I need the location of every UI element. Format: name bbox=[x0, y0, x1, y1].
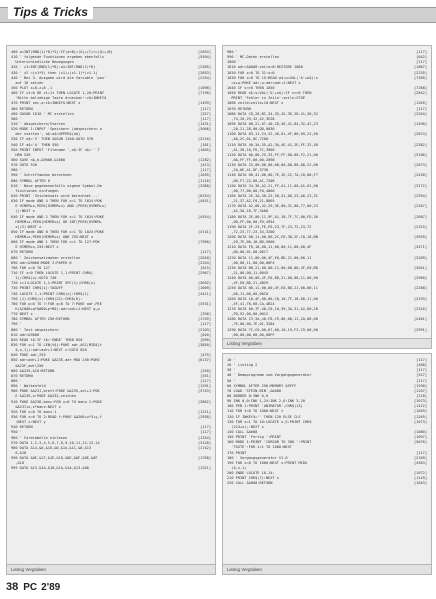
code-text: 490 GOSUB 1010 ' MC erstellen bbox=[11, 111, 74, 116]
checksum: [1073] bbox=[414, 419, 427, 424]
checksum: [2673] bbox=[414, 163, 427, 168]
checksum: [2268] bbox=[414, 286, 427, 291]
code-text: PRINT 'Fehler in Zeile':zeile:STOP bbox=[227, 96, 305, 101]
code-text: 1140 DATA 80,41,00,00,7E,1E,22,7A,C0,00,F7 bbox=[227, 173, 318, 178]
code-text: 90 INK 0,0:INK 1,24:INK 2,6:INK 3,20 bbox=[227, 399, 305, 404]
checksum: [181] bbox=[200, 142, 211, 147]
code-text: 990 ' MC-Daten erstellen bbox=[227, 55, 279, 60]
checksum: [1493] bbox=[198, 101, 211, 106]
checksum: [327] bbox=[200, 111, 211, 116]
checksum: [5076] bbox=[414, 440, 427, 445]
code-text: E HIMEM+x,PEEK(HIMEM+x) AND (PEEK(HIMEM+x) bbox=[11, 204, 107, 209]
checksum: [2216] bbox=[198, 137, 211, 142]
code-text: 610 ' Neue gegebenenfalls eigene Symbol-De bbox=[11, 183, 102, 188]
checksum: [4451] bbox=[198, 199, 211, 204]
code-text: 190 FOR x=0 TO 1000:NEXT x:PRINT MID$ bbox=[227, 460, 308, 465]
checksum: [527] bbox=[416, 373, 427, 378]
code-text: 1070 RETURN bbox=[227, 106, 251, 111]
checksum: [4554] bbox=[198, 214, 211, 219]
code-text: 1060 zeile=zeile+10:NEXT x bbox=[227, 101, 284, 106]
code-text: (224+x);:NEXT x bbox=[227, 424, 264, 429]
code-text: 110 FOR t=0 TO 1000:NEXT t bbox=[227, 409, 284, 414]
code-line bbox=[227, 481, 427, 486]
code-text: 520 MODE 1:INPUT 'Speichern (abspeichern o bbox=[11, 127, 102, 132]
checksum: [117] bbox=[200, 116, 211, 121]
code-text: 830 FOR x=1 TO LEN(t$):POKE adr,ASC(MID$(t bbox=[11, 343, 102, 348]
checksum: [1116] bbox=[198, 178, 211, 183]
checksum: [7900] bbox=[198, 240, 211, 245]
checksum: [2461] bbox=[414, 317, 427, 322]
magazine-name: PC bbox=[23, 582, 38, 593]
code-text: 620 PRINT 'Zeichensatz wird berechnet...' bbox=[11, 193, 100, 198]
code-text: x)/2):NEXT x bbox=[11, 224, 42, 229]
checksum: [2382] bbox=[414, 142, 427, 147]
checksum: [2430] bbox=[414, 173, 427, 178]
checksum: [1282] bbox=[198, 157, 211, 162]
code-text: 1030 FOR x=0 TO 15:READ w$:w=VAL('&'+w$):s bbox=[227, 75, 318, 80]
code-text: 220 CALL &A000:RETURN bbox=[227, 481, 273, 486]
checksum: [2653] bbox=[198, 70, 211, 75]
listing-label-left: Listing Vergraben bbox=[7, 564, 215, 574]
code-text: 820 READ t$:IF t$='ENDE' THEN 820 bbox=[11, 337, 83, 342]
code-text: 400 a=INT(RND(1)*8)*2):IF(a<B)=(A)+(C)<=(A)+(B) bbox=[11, 50, 113, 54]
code-text: 480 RETURN bbox=[11, 106, 33, 111]
code-text: 1110 DATA 40,3A,35,A2,3A,4E,41,2E,FF,32,58 bbox=[227, 142, 318, 147]
code-text: 920 FOR x=0 TO banz-1 bbox=[11, 409, 57, 414]
code-text: 1000 ' bbox=[227, 60, 240, 65]
checksum: [1043] bbox=[414, 481, 427, 486]
checksum: [1073] bbox=[414, 399, 427, 404]
checksum: [117] bbox=[416, 450, 427, 455]
checksum: [2109] bbox=[414, 455, 427, 460]
checksum: [117] bbox=[416, 106, 427, 111]
checksum: [3939] bbox=[414, 235, 427, 240]
code-text: 200 ENDE LOCATE 10,14: bbox=[227, 471, 275, 476]
code-text: ,21,37,A2,F0,21,8865 bbox=[227, 199, 275, 204]
code-block-right-bottom bbox=[227, 358, 427, 487]
checksum: [3743] bbox=[198, 389, 211, 394]
checksum: [117] bbox=[200, 106, 211, 111]
code-text: 930 FOR x=0 TO 2:READ f:POKE &A260+x*3+y,f bbox=[11, 414, 102, 419]
code-text: 1);CHR$(x):GOTO 740 bbox=[11, 276, 57, 281]
code-text: 1170 DATA A2,00,42,29,3E,00,3C,00,77,00,23 bbox=[227, 204, 318, 209]
code-text: 1280 DATA C3,3A,40,F8,C9,06,08,11,2A,00,00 bbox=[227, 317, 318, 322]
code-text: finitionen einfuegen bbox=[11, 188, 59, 193]
code-text: &A23F,adr\256 bbox=[11, 363, 44, 368]
checksum: [2394] bbox=[414, 193, 427, 198]
code-text: 570 GOTO 520 bbox=[11, 163, 37, 168]
checksum: [2018] bbox=[198, 255, 211, 260]
code-text: E HIMEM+x,255:NEXT x bbox=[11, 245, 59, 250]
code-text: 950 ' bbox=[11, 430, 22, 435]
page-number: 38 bbox=[6, 581, 19, 593]
code-text: 80 BORDER 0:INK 0,0 bbox=[227, 393, 269, 398]
checksum: [1097] bbox=[414, 435, 427, 440]
checksum: [117] bbox=[416, 378, 427, 383]
checksum: [3209] bbox=[414, 255, 427, 260]
code-text: 100 PEN 1:PRINT 'ANIMATOR',CHR$(13) bbox=[227, 404, 303, 409]
code-text: 1120 DATA 00,00,25,33,FF,FF,00,00,F2,21,00 bbox=[227, 152, 318, 157]
code-text: &A237+x,x*banz:NEXT x bbox=[11, 404, 61, 409]
code-text: ,00,77,00,00,F0,4060 bbox=[227, 188, 275, 193]
checksum: [7285] bbox=[414, 75, 427, 80]
code-text: 890 ' Walkenfeld bbox=[11, 384, 46, 389]
checksum: [1149] bbox=[414, 476, 427, 481]
checksum: [620] bbox=[200, 332, 211, 337]
code-text: 180 ' Vorgangsgenerator V1.0 bbox=[227, 455, 288, 460]
checksum: [1265] bbox=[414, 101, 427, 106]
checksum: [6254] bbox=[198, 193, 211, 198]
code-text: 1250 DATA 00,11,00,00,4F,E0,BD,21,00,00,11 bbox=[227, 286, 318, 291]
code-text: 1230 DATA B0,21,00,00,11,00,00,00,4F,E0,BD bbox=[227, 265, 318, 270]
checksum: [2267] bbox=[414, 204, 427, 209]
checksum: [3471] bbox=[414, 245, 427, 250]
code-text: 20 ' Listing 2 bbox=[227, 363, 258, 368]
code-text: ($,x,1) bbox=[227, 465, 247, 470]
checksum: [1422] bbox=[414, 404, 427, 409]
checksum: [3264] bbox=[414, 111, 427, 116]
code-text: 160 MODE 1:PRINT 'CURSOR TO 300 ':PRINT bbox=[227, 440, 312, 445]
code-text: 1160 DATA 2E,3A,40,22,58,41,00,23,A0,23,3C bbox=[227, 193, 318, 198]
checksum: [2103] bbox=[198, 327, 211, 332]
code-text: 'Bitte beliebige Taste druecken':z$=INKEY$ bbox=[11, 96, 107, 101]
code-text: ,00,00,11,00,00,00F4 bbox=[227, 260, 275, 265]
code-text: 1180 DATA 2E,00,11,9F,A1,1B,7F,7C,00,FD,36 bbox=[227, 214, 318, 219]
checksum: [1098] bbox=[198, 85, 211, 90]
code-text: 550 PRINT INPUT 'Filename ',n$:IF n$='' T bbox=[11, 147, 100, 152]
code-text: 1260 DATA 10,4F,00,00,C0,10,7F,18,00,11,00 bbox=[227, 296, 318, 301]
code-text: 560 SAVE n$,b,&9000,&1600 bbox=[11, 157, 66, 162]
code-text: ,72,23,77,23,34,3200 bbox=[227, 229, 275, 234]
checksum: [3531] bbox=[198, 301, 211, 306]
code-text: ,7E,00,00,7E,01,3284 bbox=[227, 322, 275, 327]
checksum: [1049] bbox=[414, 409, 427, 414]
listing-box-right-bottom bbox=[222, 353, 432, 575]
code-text: ,FD,52,00,00,0012 bbox=[227, 312, 269, 317]
checksum: [218] bbox=[416, 393, 427, 398]
code-text: 1150 DATA 34,36,A2,21,FF,A1,11,00,A1,01,00 bbox=[227, 183, 318, 188]
code-text: 850 adr=adr+1:POKE &A23E,adr MOD 256:POKE bbox=[11, 358, 100, 363]
code-text: 980 DATA &14,&0,&18,&0,&1A,&1C,&0,&13 bbox=[11, 445, 92, 450]
checksum: [117] bbox=[200, 425, 211, 430]
code-block-left bbox=[11, 50, 211, 472]
checksum: [2654] bbox=[198, 50, 211, 54]
checksum: [2305] bbox=[198, 65, 211, 70]
checksum: [117] bbox=[416, 358, 427, 362]
code-text: 810 adr=&9000 bbox=[11, 332, 40, 337]
checksum: [117] bbox=[200, 168, 211, 173]
code-text: 'TASTE':FOR i=1 TO 1000:NEXT bbox=[227, 445, 292, 450]
checksum: [2967] bbox=[198, 271, 211, 276]
checksum: [5504] bbox=[198, 55, 211, 60]
code-text: 60 SYMBOL AFTER 256:MEMORY &9FFF bbox=[227, 383, 297, 388]
code-text: 650 IF mode AND 8 THEN FOR x=1 TO 1024:POKE bbox=[11, 229, 105, 234]
code-text: 860 &A235,&C0:RETURN bbox=[11, 368, 55, 373]
checksum: [413] bbox=[200, 163, 211, 168]
code-text: ,A2,3A,16,7F,3A00 bbox=[227, 209, 269, 214]
listing-label-right-top: Listing Vergraben bbox=[223, 338, 431, 348]
code-text: 1190 DATA 2F,23,FE,FD,23,7F,23,72,23,72 bbox=[227, 224, 312, 229]
code-text: 10 ' bbox=[227, 358, 236, 362]
code-text: ,29,7E,00,18,BD,5666 bbox=[227, 240, 275, 245]
code-text: 790 ' bbox=[11, 322, 22, 327]
code-text: $,x,1)):adr=adr+1:NEXT x:GOTO 820 bbox=[11, 348, 87, 353]
checksum: [2991] bbox=[414, 327, 427, 332]
checksum: [468] bbox=[416, 363, 427, 368]
code-text: 1290 DATA 7C,C6,00,67,00,10,19,F2,C9,00,00 bbox=[227, 327, 318, 332]
listing-box-left bbox=[6, 45, 216, 575]
checksum: [117] bbox=[416, 368, 427, 373]
checksum: [1867] bbox=[414, 65, 427, 70]
code-text: 1010 adr=&A000:zeile=0:RESTORE 1080 bbox=[227, 65, 303, 70]
checksum: [1431] bbox=[198, 121, 211, 126]
checksum: [2041] bbox=[414, 265, 427, 270]
code-text: 130 FOR x=1 TO 10:LOCATE x,5:PRINT CHR$ bbox=[227, 419, 312, 424]
code-text: 530 IF a$='S' THEN GOSUB 1100:GOTO 570 bbox=[11, 137, 94, 142]
checksum: [1072] bbox=[414, 471, 427, 476]
code-text: 840 POKE adr,255 bbox=[11, 353, 46, 358]
code-text: 590 ' Schriftmodus berechnen bbox=[11, 173, 72, 178]
code-text: 600 SYMBOL AFTER 0 bbox=[11, 178, 50, 183]
code-text: HIMEM+x,PEEK(HIMEM+x) AND 255:NEXT x bbox=[11, 235, 94, 240]
code-block-right-top bbox=[227, 50, 427, 338]
code-text: 1020 FOR x=0 TO 31:s=0 bbox=[227, 70, 275, 75]
code-text: ,2A,0E,41,0F,3738 bbox=[227, 168, 269, 173]
code-text: 1100 DATA 03,11,24,32,40,01,4F,00,09,22,50 bbox=[227, 132, 318, 137]
checksum: [351] bbox=[200, 373, 211, 378]
code-text: 870 RETURN bbox=[11, 373, 33, 378]
checksum: [117] bbox=[416, 50, 427, 54]
checksum: [4411] bbox=[198, 291, 211, 296]
code-text: 1210 DATA F0,18,00,11,00,00,11,00,00,4F bbox=[227, 245, 312, 250]
code-text: 770 NEXT x bbox=[11, 312, 33, 317]
code-text: ,5F,41,78,00,CA,4B24 bbox=[227, 301, 275, 306]
code-text: 800 ' Text abspeichern bbox=[11, 327, 59, 332]
checksum: [1035] bbox=[198, 173, 211, 178]
code-text: 210 PRINT CHR$(7):NEXT x bbox=[227, 476, 279, 481]
checksum: [1080] bbox=[414, 429, 427, 434]
checksum: [2315] bbox=[414, 224, 427, 229]
section-title: Tips & Tricks bbox=[8, 5, 93, 19]
code-text: 720 z=1:LOCATE 1,1:PRINT SPC(1);CHR$(x) bbox=[11, 281, 96, 286]
code-text: 510 ' Abspeichern/Starten bbox=[11, 121, 66, 126]
code-text: HIMEM+x,PEEK(HIMEM+x) OR INT(PEEK(HIMEM+ bbox=[11, 219, 102, 224]
checksum: [2316] bbox=[414, 307, 427, 312]
checksum: [2235] bbox=[414, 70, 427, 75]
code-text: 1270 DATA 00,7F,40,C0,10,39,3A,31,A2,00,20 bbox=[227, 307, 318, 312]
issue-number: 2'89 bbox=[41, 582, 61, 593]
code-text: :NEXT x:NEXT y bbox=[11, 420, 46, 425]
code-text: 50 ' bbox=[227, 378, 236, 383]
checksum: [2842] bbox=[414, 91, 427, 96]
checksum: [3193] bbox=[414, 296, 427, 301]
code-text: ,00,00,00,00,00,00FF bbox=[227, 332, 275, 337]
code-text: 1240 DATA 00,00,4F,E0,BD,21,00,00,11,00,00 bbox=[227, 276, 318, 281]
checksum: [3172] bbox=[414, 183, 427, 188]
checksum: [117] bbox=[200, 250, 211, 255]
checksum: [117] bbox=[200, 322, 211, 327]
code-text: ,00,11,00,00,00C0 bbox=[227, 291, 269, 296]
code-text: 990 DATA &0E,&1F,&1E,&1D,&0E,&0F,&0E,&0F bbox=[11, 456, 98, 461]
code-text: 940 RETURN bbox=[11, 425, 33, 430]
code-text: ,20,21,28,00,DD,0030 bbox=[227, 127, 275, 132]
checksum: [4741] bbox=[198, 229, 211, 234]
checksum: [2254] bbox=[198, 260, 211, 265]
code-text: 460 IF z1=0 OR z1=11 THEN LOCATE 1,20:PRINT bbox=[11, 91, 105, 96]
checksum: [117] bbox=[200, 430, 211, 435]
code-text: 440 ' Bei 3. Ausgabe wird die Variable 'pos' bbox=[11, 75, 107, 80]
code-text: 1040 IF s<>0 THEN 1050 bbox=[227, 85, 275, 90]
code-text: 630 IF mode AND 4 THEN FOR x=1 TO 1024:POK bbox=[11, 199, 102, 204]
code-text: E &A236,o:POKE &A232,zeichen bbox=[11, 394, 76, 399]
code-text: 410 ' folgende Funktionen ergeben ebenfalls bbox=[11, 55, 105, 60]
code-text: ,4F,E0,BD,21,4B29 bbox=[227, 281, 269, 286]
code-text: 40 ' Demoprogramm zum Vorgangsgenerator bbox=[227, 373, 312, 378]
checksum: [2254] bbox=[198, 75, 211, 80]
code-text: 470 PRINT sec,a:z$=INKEY$:NEXT s bbox=[11, 101, 81, 106]
listing-box-right-top bbox=[222, 45, 432, 349]
code-text: 980 ' bbox=[227, 50, 238, 54]
code-text: 500 ' bbox=[11, 116, 22, 121]
code-text: 1080 DATA CD,28,BC,34,35,42,3E,28,41,30,32 bbox=[227, 111, 318, 116]
checksum: [642] bbox=[416, 55, 427, 60]
code-text: 30 ' bbox=[227, 368, 236, 373]
code-text: 430 ' z2 =(z1*5) then (z1)+(z1-1)*(z1-1) bbox=[11, 70, 98, 75]
code-text: der starten', a$:a$=UPPER$(a$) bbox=[11, 132, 81, 137]
code-text: 960 ' Farbtabelle einlesen bbox=[11, 435, 68, 440]
checksum: [2960] bbox=[414, 276, 427, 281]
checksum: [1265] bbox=[414, 414, 427, 419]
checksum: [475] bbox=[200, 353, 211, 358]
code-text: 640 IF mode AND 2 THEN FOR x=1 TO 1024:POKE bbox=[11, 214, 105, 219]
page-header bbox=[0, 0, 436, 24]
code-text: 1220 DATA 11,00,00,4F,E0,BD,21,00,00,11 bbox=[227, 255, 312, 260]
code-text: ,A1,28,10,FD,7C,3900 bbox=[227, 147, 275, 152]
checksum: [4363] bbox=[414, 460, 427, 465]
checksum: [1221] bbox=[198, 409, 211, 414]
code-text: 700 FOR x=0 TO 127 bbox=[11, 265, 50, 270]
checksum: [6137] bbox=[198, 358, 211, 363]
checksum: [1768] bbox=[198, 456, 211, 461]
code-text: 710 IF z=0 THEN LOCATE 1,1:PRINT CHR$( bbox=[11, 271, 94, 276]
checksum: [1490] bbox=[414, 121, 427, 126]
code-text: )):NEXT x bbox=[11, 209, 35, 214]
checksum: [117] bbox=[200, 379, 211, 383]
checksum: [3106] bbox=[414, 152, 427, 157]
code-text: 760 FOR p=0 TO 7:FOR q=0 TO 7:POKE adr,PEE bbox=[11, 301, 102, 306]
code-text: 70 LOAD 'STEIN.BIN',&A000 bbox=[227, 388, 282, 393]
checksum: [1321] bbox=[198, 466, 211, 471]
code-text: 730 PRINT CHR$(1):TAGOFF bbox=[11, 286, 63, 291]
code-text: 999 DATA &13,&1A,&18,&1A,&1A,&13,&06 bbox=[11, 466, 89, 471]
checksum: [1742] bbox=[198, 445, 211, 450]
code-text: K(&C000+q*&800+p*80):adr=adr+1:NEXT q,p bbox=[11, 307, 100, 312]
code-text: 680 ' Zeichensatzdaten erstellen bbox=[11, 255, 81, 260]
code-text: ,A0,2C,01,0C,7200 bbox=[227, 137, 269, 142]
code-text: 750 (1):CHR$(x):CHR$(22):CHR$(0): bbox=[11, 296, 83, 301]
checksum: [2958] bbox=[198, 414, 211, 419]
code-text: 740 LOCATE 1,1:PRINT CHR$(x):CHR$(1) bbox=[11, 291, 89, 296]
code-text: 540 IF a$='A' THEN 550 bbox=[11, 142, 59, 147]
code-text: 910 POKE &A236,banz:FOR x=0 TO banz-1:POKE bbox=[11, 399, 102, 404]
code-text: ,0A,FF,FF,00,00,2098 bbox=[227, 157, 275, 162]
code-text: 420 ' z1=INT(RND(1)*8):a1=INT(RND(1)*8) bbox=[11, 65, 96, 70]
checksum: [1107] bbox=[414, 388, 427, 393]
code-text: 690 adr=&9000:MODE 2:PAPER 0 bbox=[11, 260, 72, 265]
checksum: [3128] bbox=[198, 440, 211, 445]
code-text: 1200 DATA 00,11,00,00,2C,FD,38,2F,C0,18,BB bbox=[227, 235, 318, 240]
checksum: [250] bbox=[200, 368, 211, 373]
code-text: 120 IF INKEY$='' THEN 120 ELSE CLS bbox=[227, 414, 301, 419]
checksum: [3006] bbox=[198, 127, 211, 132]
code-text: ,00,F7,22,00,A1,7208 bbox=[227, 178, 275, 183]
checksum: [7190] bbox=[198, 91, 211, 96]
checksum: [3388] bbox=[198, 183, 211, 188]
code-text: HEN 520 bbox=[11, 152, 31, 157]
listing-label-right-bottom: Listing Vergraben bbox=[223, 564, 431, 574]
code-text: 1090 DATA 00,21,07,40,CD,46,41,84,32,42,23 bbox=[227, 121, 318, 126]
checksum: [3862] bbox=[198, 399, 211, 404]
page-footer bbox=[6, 577, 60, 593]
code-text: 670 RETURN bbox=[11, 250, 33, 255]
code-text: 660 IF mode AND 1 THEN FOR x=1 TO 127:POK bbox=[11, 240, 100, 245]
code-text: 900 POKE &A231,brett:POKE &A235,sel+1:POK bbox=[11, 389, 100, 394]
code-text: 170 PRINT bbox=[227, 450, 247, 455]
code-text: ,&18 bbox=[11, 461, 24, 466]
code-text: Unterschiedliche Bewegungen bbox=[11, 60, 74, 65]
code-text: 880 ' bbox=[11, 379, 22, 383]
checksum: [7268] bbox=[414, 85, 427, 90]
code-text: ,74,20,29,32,42,3E28 bbox=[227, 116, 275, 121]
code-text: 150 PRINT 'Fertig ':PRINT bbox=[227, 435, 282, 440]
checksum: [3692] bbox=[198, 281, 211, 286]
code-text: 580 ' bbox=[11, 168, 22, 173]
code-text: ,00,FF,00,00,FD,4954 bbox=[227, 219, 275, 224]
checksum: [1291] bbox=[198, 384, 211, 389]
code-text: 450 PLOT x+8,z+8 ,1 bbox=[11, 85, 53, 90]
code-text: ,00,00,01,00,0017 bbox=[227, 250, 269, 255]
checksum: [1749] bbox=[198, 317, 211, 322]
checksum: [117] bbox=[416, 60, 427, 65]
code-line bbox=[11, 466, 211, 471]
checksum: [2074] bbox=[414, 132, 427, 137]
code-text: 0,&18 bbox=[11, 450, 27, 455]
checksum: [1009] bbox=[198, 286, 211, 291]
code-text: 1050 READ s$:s=VAL('&'+s$):IF s<>0 THEN bbox=[227, 91, 312, 96]
checksum: [615] bbox=[200, 265, 211, 270]
checksum: [690] bbox=[200, 337, 211, 342]
code-text: 140 CALL &A000 bbox=[227, 429, 258, 434]
checksum: [1334] bbox=[198, 435, 211, 440]
code-text: 780 SYMBOL AFTER 256:RETURN bbox=[11, 317, 70, 322]
checksum: [1605] bbox=[198, 147, 211, 152]
checksum: [1590] bbox=[414, 383, 427, 388]
checksum: [336] bbox=[200, 312, 211, 317]
code-text: auf 16 setzen bbox=[11, 80, 44, 85]
code-text: =s+w:POKE adr,w:adr=adr+1:NEXT x bbox=[227, 80, 301, 85]
checksum: [2687] bbox=[414, 214, 427, 219]
checksum: [3850] bbox=[198, 343, 211, 348]
code-text: 970 DATA 1,2,3,4,5,6,7,8,9,10,11,12,13,14 bbox=[11, 440, 100, 445]
code-text: ,21,00,00,11,0045 bbox=[227, 271, 269, 276]
code-text: 1130 DATA 25,00,00,00,00,00,00,00,0D,22,00 bbox=[227, 163, 318, 168]
